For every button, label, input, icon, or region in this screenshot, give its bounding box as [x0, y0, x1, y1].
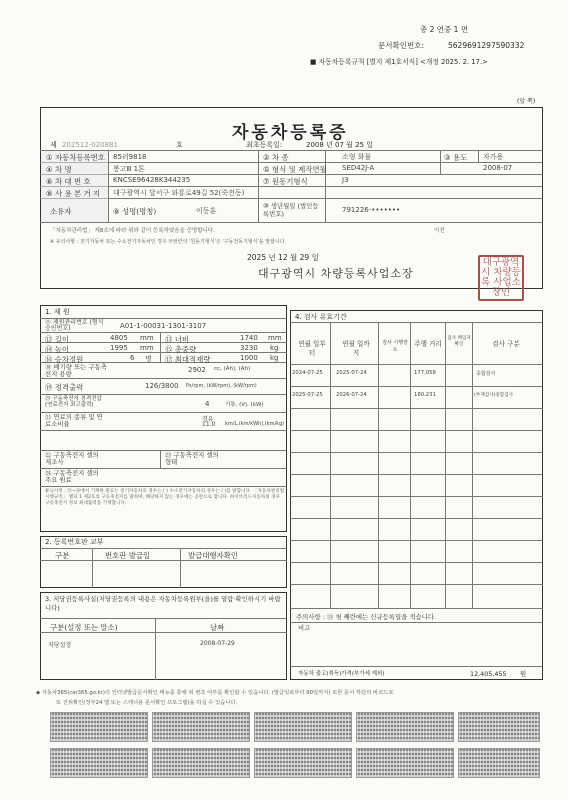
verification-barcode-2: [152, 712, 250, 742]
fuel-label: ㉑ 연료의 종류 및 연료소비율: [45, 413, 103, 428]
engine-label: ⑦ 원동기형식: [263, 177, 308, 186]
battery-maker-label: ㉒ 구동축전지 셀의 제조사: [45, 451, 99, 466]
inspection-col-officer: 검사 책임자 확인: [447, 336, 471, 347]
doc-number: 5629691297590332: [448, 41, 525, 50]
displacement: 2902: [188, 366, 206, 374]
length-unit: mm: [140, 334, 154, 342]
max-load-unit: kg: [270, 354, 279, 362]
inspection-row1-from: 2024-07-25: [292, 370, 323, 376]
owner-label: 소유자: [50, 207, 72, 216]
power-label: ⑲ 정격출력: [45, 383, 84, 392]
model-label: ⑤ 형식 및 제작연월: [263, 165, 327, 174]
inspection-col-kind: 검사 구분: [492, 340, 520, 348]
inspection-row-line: [290, 540, 543, 541]
numbers-col-type: 구분: [55, 551, 70, 560]
owner-name-label: ⑨ 성명(명칭): [113, 207, 157, 216]
height-label: ⑭ 높이: [45, 345, 70, 354]
length: 4805: [110, 334, 128, 342]
voltage-label: ⑳ 구동축전지 정격전압 (연료전지 최고출력): [45, 396, 102, 408]
specs-section: 1. 제 원: [45, 308, 70, 316]
use: 자가용: [483, 153, 504, 161]
inspection-box: [290, 310, 543, 680]
verification-barcode-10: [458, 748, 540, 778]
inspection-row-line: [290, 584, 543, 585]
verification-barcode-7: [152, 748, 250, 778]
lien-row-type: 저당설정: [48, 642, 72, 649]
inspection-row1-km: 177,058: [414, 370, 436, 376]
capacity-label: ⑯ 승차정원: [45, 355, 84, 364]
type: 소형 화물: [342, 153, 372, 161]
reg-no-label: ① 자동차등록번호: [46, 153, 105, 162]
inspection-row-line: [290, 408, 543, 409]
inspection-row-line: [290, 430, 543, 431]
footer-line2: 또 진위확인(정부24 앱 또는 스캐너용 문서확인 프로그램)을 하실 수 있습니다.: [56, 700, 238, 706]
certificate-title: 자동차등록증: [232, 123, 349, 143]
price-label: 자동차 출고(취득)가격(부가세 제외): [298, 671, 385, 677]
spec-note: 튜닝사항 : ㉒~㉔에서 기재한 원료는 전기자동차의 경우는 ( ) 수소전기자동차의 경우는 ( )를 말합니다. 「자동차관리법 시행규칙」 별표 1 제2호의 구동축전지를 말하며, 해당하지 않는 경우에는 공란으로 합니다. 하이브리드자동차의 경우 구동축전지 정보 최대출력을 기재합니다.: [45, 489, 285, 506]
inspection-row-line: [290, 452, 543, 453]
numbers-col-agent: 발급대행자확인: [188, 551, 238, 560]
displacement-label: ⑱ 배기량 또는 구동축전지 용량: [45, 363, 107, 378]
model: SED42J-A: [342, 164, 375, 172]
numbers-section: 2. 등록번호판 교부: [45, 538, 104, 546]
total-weight-label: ⑮ 총중량: [165, 345, 197, 354]
remark-label: 비고: [298, 624, 311, 632]
voltage-unit: 기통, (V), (kW): [225, 402, 264, 408]
price: 12,405,455: [470, 670, 507, 678]
inspection-row-line: [290, 562, 543, 563]
verification-barcode-6: [50, 748, 148, 778]
use-label: ③ 용도: [444, 153, 468, 162]
max-load-label: ⑰ 최대적재량: [165, 355, 211, 364]
notice-line1-right: 이전: [434, 228, 445, 234]
lien-col-type: 구분(설정 또는 말소): [50, 623, 118, 632]
footer-line1: ◆ 자동차365(car365.go.kr)의 인터넷발급문서확인 메뉴를 통해 위 변조 여부를 확인할 수 있습니다. (발급일로부터 90일까지) 또한 문서 하단의 바코드로: [36, 690, 394, 696]
inspection-row-line: [290, 496, 543, 497]
issuing-office: 대구광역시 차량등록사업소장: [258, 267, 414, 280]
spec-no-label: ⑪ 제원관리번호 (형식승인번호): [45, 319, 104, 332]
doc-number-label: 문서확인번호:: [378, 41, 424, 50]
inspection-col-mileage: 주행 거리: [414, 340, 442, 348]
inspection-row2-to: 2026-07-24: [336, 392, 367, 398]
capacity: 6: [130, 354, 135, 362]
width: 1740: [240, 334, 258, 342]
height: 1995: [110, 344, 128, 352]
reg-no: 85러9818: [113, 153, 147, 161]
inspection-col-place: 검사 시행장소: [382, 340, 408, 353]
fuel: 경유: [202, 416, 214, 423]
first-reg-date: 2008 년 07 월 25 일: [306, 141, 374, 149]
base-label: ⑧ 사 용 본 거 지: [46, 189, 101, 198]
base: 대구광역시 달서구 와룡로49길 52(죽전동): [113, 189, 245, 197]
cert-number: 202512-020881: [62, 141, 118, 149]
width-unit: mm: [268, 334, 282, 342]
inspection-row1-kind: 종합검사: [476, 371, 496, 377]
lien-row-date: 2008-07-29: [200, 640, 235, 647]
inspection-col-to: 연월 일까지: [342, 340, 370, 357]
name-label: ④ 차 명: [46, 165, 72, 174]
engine: J3: [342, 176, 349, 184]
vin-label: ⑥ 차 대 번 호: [46, 177, 91, 186]
notice-line2: ※ 유의사항 : 전기자동차 또는 수소전기자동차인 경우 ⑦번란의 '원동기형식'은 '구동전동기형식'을 말합니다.: [50, 239, 287, 245]
height-unit: mm: [140, 344, 154, 352]
cert-number-prefix: 제: [50, 141, 57, 149]
inspection-note: 주의사항 : ⑬ 첫 째란에는 신규등록일을 적습니다.: [296, 613, 437, 621]
verification-barcode-4: [356, 712, 454, 742]
birth: 791226-•••••••: [342, 206, 401, 214]
inspection-row1-to: 2025-07-24: [336, 370, 367, 376]
total-weight-unit: kg: [270, 344, 279, 352]
issue-date: 2025 년 12 월 29 일: [247, 253, 319, 262]
verification-barcode-8: [254, 748, 352, 778]
owner-name: 이동훈: [196, 207, 217, 215]
inspection-row-line: [290, 386, 543, 387]
inspection-section: 4. 검사 유효기간: [295, 313, 347, 321]
fuel-unit: km/L,(km/kWh),(km/kg): [225, 421, 285, 427]
side-label: (앞 쪽): [517, 98, 536, 105]
model-year: 2008-07: [483, 164, 513, 172]
birth-label: ⑩ 생년월일 (법인등록번호): [263, 202, 319, 218]
width-label: ⑬ 너비: [165, 335, 190, 344]
displacement-unit: cc, (Ah), (Ah): [214, 366, 251, 372]
inspection-col-from: 연월 일부터: [298, 340, 326, 357]
verification-barcode-1: [50, 712, 148, 742]
capacity-unit: 명: [145, 355, 152, 363]
lien-col-date: 날짜: [210, 623, 225, 632]
inspection-row-line: [290, 518, 543, 519]
first-reg-label: 최초등록일:: [246, 141, 283, 149]
cert-number-suffix: 호: [176, 141, 183, 149]
max-load: 1000: [240, 354, 258, 362]
spec-no: A01-1-00031-1301-3107: [120, 322, 207, 330]
notice-line1: 「자동차관리법」 제8조에 따라 위와 같이 등록하였음을 증명합니다.: [50, 228, 215, 234]
power-unit: Ps/rpm, (kW/rpm), (kW/rpm): [186, 383, 257, 389]
fuel-efficiency: 11.0: [202, 421, 216, 428]
inspection-row2-km: 180,231: [414, 392, 436, 398]
total-weight: 3230: [240, 344, 258, 352]
page-count: 총 2 연중 1 면: [420, 25, 469, 34]
price-unit: 원: [520, 670, 527, 678]
power: 126/3800: [145, 382, 179, 390]
inspection-row2-kind: (부재검사)종합검사: [474, 393, 514, 398]
numbers-col-date: 번호판 발급일: [105, 551, 151, 560]
official-seal: 대구광역시 차량등록 사업소장인: [478, 255, 524, 301]
battery-type-label: ㉓ 구동축전지 셀의 형태: [165, 451, 219, 466]
vin: KNCSE96428K344235: [113, 176, 191, 184]
battery-material-label: ㉔ 구동축전지 셀의 주요 원료: [45, 469, 99, 484]
verification-barcode-9: [356, 748, 454, 778]
inspection-row2-from: 2025-07-25: [292, 392, 323, 398]
name: 봉고Ⅲ 1톤: [113, 165, 145, 173]
length-label: ⑫ 길이: [45, 335, 70, 344]
voltage: 4: [205, 400, 210, 408]
lien-section: 3. 저당권등록사실(저당권등록의 내용은 자동차등록원부(을)를 열람·확인하시기 바랍니다): [45, 595, 281, 612]
inspection-row-line: [290, 474, 543, 475]
verification-barcode-3: [254, 712, 352, 742]
verification-barcode-5: [458, 712, 540, 742]
type-label: ② 차 종: [263, 153, 289, 162]
form-line: ■ 자동차등록규칙 [별지 제1호서식] <개정 2025. 2. 17.>: [310, 58, 488, 66]
